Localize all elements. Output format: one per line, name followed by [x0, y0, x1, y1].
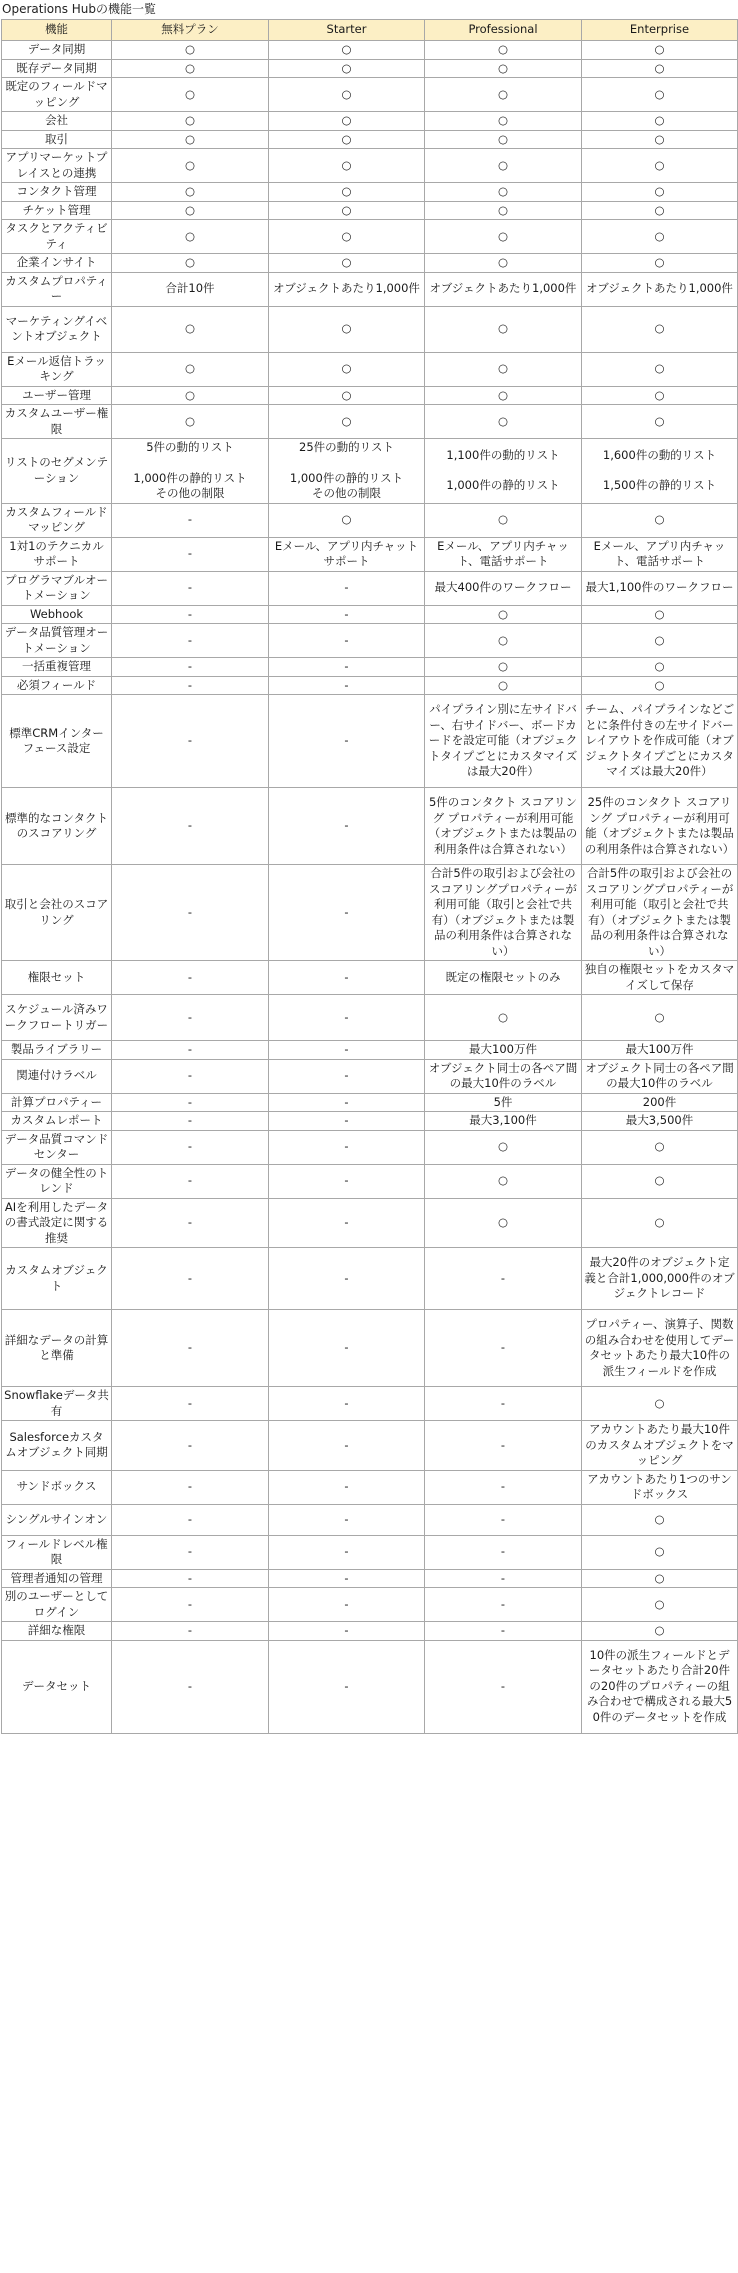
value-cell-starter: ○ [269, 254, 425, 273]
value-cell-enterprise: ○ [582, 624, 738, 658]
table-row [2, 1535, 738, 1569]
value-cell-professional: ○ [425, 59, 582, 78]
table-row [2, 1310, 738, 1387]
header-professional: Professional [425, 20, 582, 41]
value-cell-starter: ○ [269, 130, 425, 149]
value-cell-starter: - [269, 605, 425, 624]
value-cell-free: ○ [112, 78, 269, 112]
value-cell-free: - [112, 788, 269, 865]
value-line: 1,100件の動的リスト [446, 447, 560, 462]
feature-name-cell: 詳細な権限 [2, 1622, 112, 1641]
value-cell-enterprise: ○ [582, 130, 738, 149]
table-row [2, 130, 738, 149]
value-cell-free: ○ [112, 112, 269, 131]
table-row [2, 254, 738, 273]
value-cell-professional: - [425, 1622, 582, 1641]
value-cell-free: ○ [112, 306, 269, 352]
table-row [2, 676, 738, 695]
value-cell-professional: ○ [425, 658, 582, 677]
feature-name-cell: マーケティングイベントオブジェクト [2, 306, 112, 352]
value-cell-professional [425, 439, 582, 504]
value-cell-free: - [112, 1569, 269, 1588]
value-cell-free: - [112, 1387, 269, 1421]
value-cell-enterprise: ○ [582, 503, 738, 537]
value-cell-starter: - [269, 788, 425, 865]
table-row [2, 1622, 738, 1641]
table-row [2, 658, 738, 677]
feature-name-cell: 1対1のテクニカルサポート [2, 537, 112, 571]
value-cell-free: - [112, 1198, 269, 1248]
value-cell-professional: ○ [425, 220, 582, 254]
table-caption: Operations Hubの機能一覧 [2, 2, 157, 16]
value-cell-starter: - [269, 1421, 425, 1471]
feature-name-cell: サンドボックス [2, 1470, 112, 1504]
value-line [114, 456, 266, 471]
table-row [2, 571, 738, 605]
header-row [2, 20, 738, 41]
value-line: 1,000件の静的リスト [133, 470, 247, 485]
value-cell-professional: ○ [425, 352, 582, 386]
value-cell-starter: - [269, 624, 425, 658]
value-cell-professional: - [425, 1310, 582, 1387]
value-cell-enterprise: ○ [582, 1164, 738, 1198]
value-cell-professional: ○ [425, 149, 582, 183]
value-cell-professional: ○ [425, 1164, 582, 1198]
feature-name-cell: フィールドレベル権限 [2, 1535, 112, 1569]
value-cell-starter: ○ [269, 201, 425, 220]
table-row [2, 149, 738, 183]
value-line [427, 463, 579, 478]
feature-name-cell: データの健全性のトレンド [2, 1164, 112, 1198]
table-row [2, 220, 738, 254]
value-cell-enterprise: オブジェクトあたり1,000件 [582, 272, 738, 306]
value-cell-free: ○ [112, 130, 269, 149]
feature-name-cell: Snowflakeデータ共有 [2, 1387, 112, 1421]
feature-name-cell: コンタクト管理 [2, 183, 112, 202]
feature-name-cell: Eメール返信トラッキング [2, 352, 112, 386]
value-cell-starter: ○ [269, 112, 425, 131]
value-cell-free: ○ [112, 254, 269, 273]
value-cell-professional: ○ [425, 1130, 582, 1164]
table-row [2, 405, 738, 439]
value-cell-starter: - [269, 1535, 425, 1569]
value-cell-professional: 5件のコンタクト スコアリング プロパティーが利用可能（オブジェクトまたは製品の利用条件は合算されない） [425, 788, 582, 865]
header-feature: 機能 [2, 20, 112, 41]
value-cell-enterprise: ○ [582, 995, 738, 1041]
value-cell-professional: オブジェクト同士の各ペア間の最大10件のラベル [425, 1059, 582, 1093]
feature-name-cell: 一括重複管理 [2, 658, 112, 677]
table-row [2, 1093, 738, 1112]
value-cell-free: - [112, 571, 269, 605]
value-cell-starter: - [269, 961, 425, 995]
value-cell-professional: ○ [425, 78, 582, 112]
value-cell-free: ○ [112, 41, 269, 60]
table-row [2, 1504, 738, 1535]
table-row [2, 78, 738, 112]
value-cell-enterprise: ○ [582, 1387, 738, 1421]
value-cell-free: ○ [112, 149, 269, 183]
value-cell-professional: - [425, 1387, 582, 1421]
value-cell-enterprise: Eメール、アプリ内チャット、電話サポート [582, 537, 738, 571]
value-cell-professional: - [425, 1588, 582, 1622]
table-row [2, 1112, 738, 1131]
feature-name-cell: 製品ライブラリー [2, 1041, 112, 1060]
value-cell-free: - [112, 1622, 269, 1641]
value-cell-free: - [112, 1112, 269, 1131]
table-row [2, 1248, 738, 1310]
value-cell-enterprise: オブジェクト同士の各ペア間の最大10件のラベル [582, 1059, 738, 1093]
value-line: 1,600件の動的リスト [602, 447, 717, 462]
value-cell-enterprise: アカウントあたり最大10件のカスタムオブジェクトをマッピング [582, 1421, 738, 1471]
value-cell-starter: - [269, 1622, 425, 1641]
table-row [2, 695, 738, 788]
table-row [2, 1421, 738, 1471]
value-line [271, 456, 422, 471]
value-cell-free: ○ [112, 386, 269, 405]
value-cell-free: ○ [112, 405, 269, 439]
feature-name-cell: 別のユーザーとしてログイン [2, 1588, 112, 1622]
value-cell-enterprise: ○ [582, 405, 738, 439]
value-cell-enterprise: 10件の派生フィールドとデータセットあたり合計20件の20件のプロパティーの組み合わせで構成される最大50件のデータセットを作成 [582, 1640, 738, 1733]
value-cell-free: - [112, 1504, 269, 1535]
feature-name-cell: 必須フィールド [2, 676, 112, 695]
table-row [2, 624, 738, 658]
value-cell-enterprise: ○ [582, 201, 738, 220]
value-cell-enterprise: ○ [582, 59, 738, 78]
value-cell-starter: ○ [269, 59, 425, 78]
table-row [2, 865, 738, 961]
value-cell-free: - [112, 1588, 269, 1622]
feature-name-cell: データ品質コマンドセンター [2, 1130, 112, 1164]
value-cell-professional: ○ [425, 995, 582, 1041]
feature-name-cell: 取引と会社のスコアリング [2, 865, 112, 961]
value-cell-free: - [112, 1310, 269, 1387]
feature-name-cell: プログラマブルオートメーション [2, 571, 112, 605]
value-cell-starter [269, 439, 425, 504]
table-row [2, 1164, 738, 1198]
value-cell-free: - [112, 995, 269, 1041]
value-cell-professional: - [425, 1248, 582, 1310]
value-cell-free: - [112, 676, 269, 695]
value-cell-starter: - [269, 1198, 425, 1248]
feature-name-cell: 詳細なデータの計算と準備 [2, 1310, 112, 1387]
table-row [2, 1387, 738, 1421]
feature-name-cell: 企業インサイト [2, 254, 112, 273]
feature-name-cell: Webhook [2, 605, 112, 624]
value-cell-professional: ○ [425, 306, 582, 352]
table-row [2, 1130, 738, 1164]
value-cell-enterprise: ○ [582, 183, 738, 202]
value-cell-professional: ○ [425, 1198, 582, 1248]
value-cell-starter: ○ [269, 503, 425, 537]
value-line: その他の制限 [155, 486, 225, 500]
value-cell-free: ○ [112, 201, 269, 220]
value-cell-enterprise: ○ [582, 306, 738, 352]
value-cell-free: - [112, 1421, 269, 1471]
feature-name-cell: カスタムフィールドマッピング [2, 503, 112, 537]
value-cell-starter: Eメール、アプリ内チャットサポート [269, 537, 425, 571]
value-cell-free [112, 439, 269, 504]
header-starter: Starter [269, 20, 425, 41]
feature-name-cell: 計算プロパティー [2, 1093, 112, 1112]
feature-name-cell: Salesforceカスタムオブジェクト同期 [2, 1421, 112, 1471]
table-row [2, 201, 738, 220]
value-cell-starter: - [269, 1640, 425, 1733]
value-cell-starter: - [269, 1112, 425, 1131]
feature-comparison-table [1, 19, 738, 1734]
value-cell-starter: - [269, 1569, 425, 1588]
value-cell-starter: ○ [269, 405, 425, 439]
value-cell-enterprise: ○ [582, 78, 738, 112]
value-cell-enterprise: チーム、パイプラインなどごとに条件付きの左サイドバーレイアウトを作成可能（オブジェクトタイプごとにカスタマイズは最大20件） [582, 695, 738, 788]
feature-name-cell: タスクとアクティビティ [2, 220, 112, 254]
value-cell-enterprise: ○ [582, 149, 738, 183]
value-cell-professional: パイプライン別に左サイドバー、右サイドバー、ボードカードを設定可能（オブジェクトタイプごとにカスタマイズは最大20件） [425, 695, 582, 788]
feature-name-cell: 標準CRMインターフェース設定 [2, 695, 112, 788]
feature-name-cell: ユーザー管理 [2, 386, 112, 405]
feature-name-cell: データ品質管理オートメーション [2, 624, 112, 658]
table-row [2, 1640, 738, 1733]
table-row [2, 352, 738, 386]
value-cell-starter: - [269, 1310, 425, 1387]
value-cell-professional: - [425, 1640, 582, 1733]
value-cell-free: - [112, 695, 269, 788]
value-cell-free: - [112, 961, 269, 995]
value-cell-starter: ○ [269, 78, 425, 112]
value-cell-starter: - [269, 995, 425, 1041]
value-cell-starter: ○ [269, 352, 425, 386]
value-cell-professional: 最大3,100件 [425, 1112, 582, 1131]
value-cell-professional: ○ [425, 676, 582, 695]
table-row [2, 183, 738, 202]
feature-name-cell: 標準的なコンタクトのスコアリング [2, 788, 112, 865]
value-cell-starter: - [269, 1130, 425, 1164]
value-cell-starter: - [269, 676, 425, 695]
feature-name-cell: 関連付けラベル [2, 1059, 112, 1093]
header-enterprise: Enterprise [582, 20, 738, 41]
feature-name-cell: 既存データ同期 [2, 59, 112, 78]
value-cell-starter: - [269, 1164, 425, 1198]
value-cell-starter: - [269, 695, 425, 788]
feature-name-cell: カスタムレポート [2, 1112, 112, 1131]
feature-name-cell: 既定のフィールドマッピング [2, 78, 112, 112]
value-cell-starter: - [269, 1470, 425, 1504]
value-cell-professional: ○ [425, 503, 582, 537]
table-row [2, 605, 738, 624]
value-cell-enterprise: 25件のコンタクト スコアリング プロパティーが利用可能（オブジェクトまたは製品の利用条件は合算されない） [582, 788, 738, 865]
value-cell-enterprise [582, 439, 738, 504]
value-cell-enterprise: ○ [582, 658, 738, 677]
table-row [2, 439, 738, 504]
value-cell-enterprise: ○ [582, 112, 738, 131]
value-cell-professional: 合計5件の取引および会社のスコアリングプロパティーが利用可能（取引と会社で共有）（オブジェクトまたは製品の利用条件は合算されない） [425, 865, 582, 961]
value-cell-professional: - [425, 1470, 582, 1504]
feature-name-cell: 取引 [2, 130, 112, 149]
value-cell-starter: - [269, 571, 425, 605]
value-cell-free: 合計10件 [112, 272, 269, 306]
value-line: 1,500件の静的リスト [602, 478, 717, 493]
value-cell-free: - [112, 658, 269, 677]
feature-name-cell: AIを利用したデータの書式設定に関する推奨 [2, 1198, 112, 1248]
table-row [2, 1470, 738, 1504]
value-cell-professional: オブジェクトあたり1,000件 [425, 272, 582, 306]
value-cell-enterprise: 最大1,100件のワークフロー [582, 571, 738, 605]
table-row [2, 1059, 738, 1093]
table-row [2, 59, 738, 78]
table-row [2, 537, 738, 571]
value-cell-free: - [112, 1535, 269, 1569]
value-cell-starter: - [269, 1041, 425, 1060]
table-body [2, 41, 738, 1734]
feature-name-cell: アプリマーケットプレイスとの連携 [2, 149, 112, 183]
value-cell-enterprise: 合計5件の取引および会社のスコアリングプロパティーが利用可能（取引と会社で共有）（オブジェクトまたは製品の利用条件は合算されない） [582, 865, 738, 961]
feature-name-cell: スケジュール済みワークフロートリガー [2, 995, 112, 1041]
feature-name-cell: チケット管理 [2, 201, 112, 220]
value-cell-starter: - [269, 1588, 425, 1622]
value-cell-enterprise: 200件 [582, 1093, 738, 1112]
value-cell-enterprise: 独自の権限セットをカスタマイズして保存 [582, 961, 738, 995]
value-cell-starter: - [269, 1387, 425, 1421]
value-cell-starter: オブジェクトあたり1,000件 [269, 272, 425, 306]
table-row [2, 1198, 738, 1248]
value-cell-enterprise: ○ [582, 386, 738, 405]
value-cell-enterprise: ○ [582, 676, 738, 695]
value-cell-starter: - [269, 1093, 425, 1112]
feature-name-cell: データセット [2, 1640, 112, 1733]
value-cell-free: - [112, 624, 269, 658]
value-cell-free: - [112, 1164, 269, 1198]
table-row [2, 41, 738, 60]
value-cell-free: - [112, 537, 269, 571]
table-row [2, 1041, 738, 1060]
value-cell-starter: ○ [269, 306, 425, 352]
value-cell-professional: 最大100万件 [425, 1041, 582, 1060]
value-cell-free: ○ [112, 352, 269, 386]
value-cell-enterprise: ○ [582, 1130, 738, 1164]
value-cell-enterprise: ○ [582, 254, 738, 273]
feature-name-cell: 権限セット [2, 961, 112, 995]
value-cell-free: - [112, 503, 269, 537]
table-row [2, 961, 738, 995]
value-cell-enterprise: ○ [582, 1535, 738, 1569]
value-cell-professional: Eメール、アプリ内チャット、電話サポート [425, 537, 582, 571]
value-cell-starter: - [269, 1059, 425, 1093]
value-cell-free: - [112, 1093, 269, 1112]
value-line: 5件の動的リスト [146, 440, 234, 454]
value-cell-professional: 5件 [425, 1093, 582, 1112]
value-cell-free: - [112, 605, 269, 624]
value-cell-starter: - [269, 1504, 425, 1535]
value-cell-professional: - [425, 1421, 582, 1471]
value-line: 25件の動的リスト [299, 440, 394, 454]
table-row [2, 1569, 738, 1588]
value-cell-enterprise: ○ [582, 1622, 738, 1641]
value-cell-enterprise: ○ [582, 41, 738, 60]
table-row [2, 503, 738, 537]
feature-name-cell: カスタムオブジェクト [2, 1248, 112, 1310]
value-cell-professional: ○ [425, 41, 582, 60]
value-cell-free: ○ [112, 220, 269, 254]
value-cell-enterprise: プロパティー、演算子、関数の組み合わせを使用してデータセットあたり最大10件の派生フィールドを作成 [582, 1310, 738, 1387]
value-cell-enterprise: ○ [582, 220, 738, 254]
value-cell-free: ○ [112, 183, 269, 202]
value-cell-free: - [112, 865, 269, 961]
feature-name-cell: カスタムプロパティー [2, 272, 112, 306]
table-row [2, 995, 738, 1041]
value-cell-professional: ○ [425, 112, 582, 131]
value-cell-enterprise: ○ [582, 1504, 738, 1535]
value-cell-free: - [112, 1130, 269, 1164]
table-row [2, 306, 738, 352]
value-cell-professional: ○ [425, 624, 582, 658]
table-row [2, 788, 738, 865]
feature-name-cell: シングルサインオン [2, 1504, 112, 1535]
value-cell-professional: - [425, 1535, 582, 1569]
value-cell-professional: ○ [425, 183, 582, 202]
value-cell-starter: ○ [269, 220, 425, 254]
value-cell-professional: ○ [425, 405, 582, 439]
feature-name-cell: カスタムユーザー権限 [2, 405, 112, 439]
table-row [2, 386, 738, 405]
value-cell-enterprise: ○ [582, 352, 738, 386]
value-cell-professional: ○ [425, 201, 582, 220]
value-cell-professional: - [425, 1504, 582, 1535]
value-cell-professional: 最大400件のワークフロー [425, 571, 582, 605]
value-cell-enterprise: ○ [582, 1198, 738, 1248]
value-cell-free: - [112, 1059, 269, 1093]
feature-name-cell: リストのセグメンテーション [2, 439, 112, 504]
value-line: 1,000件の静的リスト [289, 470, 404, 485]
value-cell-starter: - [269, 658, 425, 677]
feature-name-cell: データ同期 [2, 41, 112, 60]
value-line: 1,000件の静的リスト [446, 478, 560, 493]
value-cell-enterprise: ○ [582, 605, 738, 624]
value-cell-free: - [112, 1248, 269, 1310]
value-cell-professional: ○ [425, 130, 582, 149]
value-line [584, 463, 735, 478]
value-cell-starter: - [269, 1248, 425, 1310]
table-row [2, 272, 738, 306]
value-line: その他の制限 [312, 486, 381, 500]
value-cell-professional: ○ [425, 605, 582, 624]
value-cell-professional: - [425, 1569, 582, 1588]
value-cell-enterprise: アカウントあたり1つのサンドボックス [582, 1470, 738, 1504]
table-row [2, 112, 738, 131]
value-cell-enterprise: 最大20件のオブジェクト定義と合計1,000,000件のオブジェクトレコード [582, 1248, 738, 1310]
value-cell-free: ○ [112, 59, 269, 78]
value-cell-free: - [112, 1470, 269, 1504]
value-cell-professional: ○ [425, 386, 582, 405]
value-cell-starter: ○ [269, 41, 425, 60]
value-cell-professional: 既定の権限セットのみ [425, 961, 582, 995]
value-cell-enterprise: ○ [582, 1569, 738, 1588]
value-cell-starter: ○ [269, 183, 425, 202]
header-free-plan: 無料プラン [112, 20, 269, 41]
table-row [2, 1588, 738, 1622]
value-cell-professional: ○ [425, 254, 582, 273]
value-cell-enterprise: 最大100万件 [582, 1041, 738, 1060]
value-cell-free: - [112, 1041, 269, 1060]
feature-name-cell: 会社 [2, 112, 112, 131]
value-cell-starter: ○ [269, 149, 425, 183]
value-cell-enterprise: ○ [582, 1588, 738, 1622]
value-cell-free: - [112, 1640, 269, 1733]
feature-name-cell: 管理者通知の管理 [2, 1569, 112, 1588]
value-cell-starter: - [269, 865, 425, 961]
value-cell-starter: ○ [269, 386, 425, 405]
value-cell-enterprise: 最大3,500件 [582, 1112, 738, 1131]
